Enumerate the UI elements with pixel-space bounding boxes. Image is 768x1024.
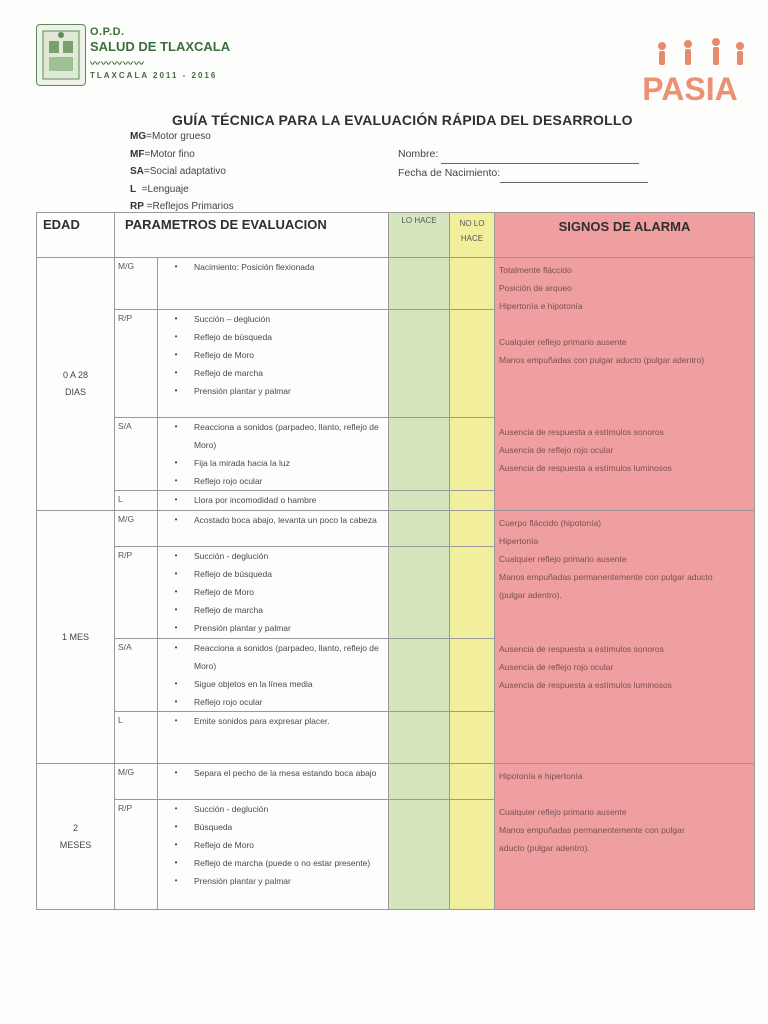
area-code-cell: M/G <box>115 511 158 547</box>
parameter-item <box>158 712 384 730</box>
legend-item: MF=Motor fino <box>130 148 195 160</box>
age-label: 0 A 28 <box>62 370 89 380</box>
fecha-input-line[interactable] <box>500 170 648 183</box>
parameters-cell <box>158 310 389 418</box>
parameter-text: Nacimiento: Posición flexionada <box>194 262 315 272</box>
parameter-item <box>158 764 384 782</box>
alarm-signs-cell <box>495 258 755 511</box>
parameter-text: Reflejo rojo ocular <box>194 697 263 707</box>
pasia-logo-text: PASIA <box>642 71 738 106</box>
parameter-item <box>158 328 384 346</box>
alarm-sign-text: Cualquier reflejo primario ausente <box>499 337 627 347</box>
bullet-icon: • <box>174 858 178 867</box>
page-title: GUÍA TÉCNICA PARA LA EVALUACIÓN RÁPIDA DEL DESARROLLO <box>172 112 633 128</box>
parameter-item <box>158 872 384 890</box>
parameter-text: Succión - deglución <box>194 551 269 561</box>
parameter-text: Prensión plantar y palmar <box>194 623 291 633</box>
parameter-text: Reflejo rojo ocular <box>194 476 263 486</box>
org-line2: SALUD DE TLAXCALA <box>90 39 231 54</box>
bullet-icon: • <box>174 515 178 524</box>
bullet-icon: • <box>174 605 178 614</box>
alarm-sign-text: Ausencia de respuesta a estímulos luminosos <box>499 463 672 473</box>
parameters-cell <box>158 258 389 310</box>
lo-hace-checkbox-cell[interactable] <box>389 639 450 712</box>
nombre-field: Nombre: <box>398 145 648 164</box>
alarm-sign-text: Cualquier reflejo primario ausente <box>499 807 627 817</box>
legend-item: L =Lenguaje <box>130 183 189 195</box>
lo-hace-checkbox-cell[interactable] <box>389 511 450 547</box>
alarm-sign-text: Posición de arqueo <box>499 283 572 293</box>
bullet-icon: • <box>174 679 178 688</box>
parameter-item <box>158 693 384 711</box>
bullet-icon: • <box>174 314 178 323</box>
parameters-cell <box>158 418 389 491</box>
organization-block <box>90 26 230 80</box>
alarm-sign-text: Hipertonía e hipotonía <box>499 301 583 311</box>
parameters-cell <box>158 712 389 764</box>
no-lo-hace-checkbox-cell[interactable] <box>450 712 495 764</box>
parameter-item <box>158 472 384 490</box>
parameter-text: Reflejo de Moro <box>194 350 255 360</box>
header-no-lo-hace: NO LO HACE <box>450 213 495 258</box>
alarm-sign-text: Hipertonía <box>499 536 539 546</box>
no-lo-hace-checkbox-cell[interactable] <box>450 547 495 639</box>
decorative-wave-icon: 〰〰〰〰〰 <box>90 59 145 70</box>
bullet-icon: • <box>174 551 178 560</box>
alarm-sign-text: Ausencia de respuesta a estímulos sonoros <box>499 427 664 437</box>
parameter-text: Reflejo de Moro <box>194 840 255 850</box>
parameter-item <box>158 583 384 601</box>
parameter-item <box>158 382 384 400</box>
table-header-row <box>37 213 755 258</box>
alarm-sign-text: Ausencia de reflejo rojo ocular <box>499 662 614 672</box>
parameter-item <box>158 854 384 872</box>
pasia-logo <box>622 34 758 106</box>
alarm-sign-text: Ausencia de respuesta a estímulos luminosos <box>499 680 672 690</box>
age-label: MESES <box>59 839 92 850</box>
bullet-icon: • <box>174 569 178 578</box>
parameter-text: Reacciona a sonidos (parpadeo, llanto, reflejo de Moro) <box>194 643 379 671</box>
parameter-text: Fija la mirada hacia la luz <box>194 458 290 468</box>
bullet-icon: • <box>174 840 178 849</box>
bullet-icon: • <box>174 368 178 377</box>
lo-hace-checkbox-cell[interactable] <box>389 491 450 511</box>
area-code-cell: M/G <box>115 258 158 310</box>
parameter-item <box>158 675 384 693</box>
alarm-sign-text: Manos empuñadas con pulgar aducto (pulgar adentro) <box>499 355 705 365</box>
area-code-cell: R/P <box>115 800 158 910</box>
parameter-text: Reflejo de búsqueda <box>194 332 272 342</box>
header-signos-alarma: SIGNOS DE ALARMA <box>495 213 755 258</box>
age-group-cell <box>37 511 115 764</box>
parameter-text: Acostado boca abajo, levanta un poco la cabeza <box>194 515 377 525</box>
fecha-nacimiento-field: Fecha de Nacimiento: <box>398 164 648 183</box>
bullet-icon: • <box>174 643 178 652</box>
alarm-sign-text: aducto (pulgar adentro). <box>499 843 590 853</box>
area-code-cell: L <box>115 712 158 764</box>
age-group-cell <box>37 258 115 511</box>
legend-item: RP =Reflejos Primarios <box>130 201 234 212</box>
bullet-icon: • <box>174 623 178 632</box>
no-lo-hace-checkbox-cell[interactable] <box>450 258 495 310</box>
bullet-icon: • <box>174 876 178 885</box>
parameter-item <box>158 601 384 619</box>
tlaxcala-seal-logo <box>36 24 86 86</box>
parameter-item <box>158 258 384 276</box>
parameter-text: Llora por incomodidad o hambre <box>194 495 317 505</box>
org-line1: O.P.D. <box>90 26 125 38</box>
parameter-text: Reflejo de búsqueda <box>194 569 272 579</box>
no-lo-hace-checkbox-cell[interactable] <box>450 800 495 910</box>
parameters-cell <box>158 547 389 639</box>
alarm-signs-cell <box>495 511 755 764</box>
parameter-text: Emite sonidos para expresar placer. <box>194 716 330 726</box>
area-code-cell: M/G <box>115 764 158 800</box>
parameter-item <box>158 346 384 364</box>
bullet-icon: • <box>174 422 178 431</box>
alarm-sign-text: (pulgar adentro). <box>499 590 562 600</box>
parameter-item <box>158 836 384 854</box>
area-code-cell: S/A <box>115 639 158 712</box>
table-row <box>37 511 755 547</box>
age-label: DIAS <box>64 387 86 397</box>
bullet-icon: • <box>174 386 178 395</box>
legend-item: MG=Motor grueso <box>130 131 211 142</box>
alarm-sign-text <box>499 622 750 640</box>
age-label: 1 MES <box>61 631 89 642</box>
area-code-cell: S/A <box>115 418 158 491</box>
no-lo-hace-checkbox-cell[interactable] <box>450 511 495 547</box>
parameter-text: Reflejo de marcha (puede o no estar presente) <box>194 858 371 868</box>
parameter-item <box>158 619 384 637</box>
parameters-cell <box>158 800 389 910</box>
evaluation-table <box>36 212 755 910</box>
parameter-text: Prensión plantar y palmar <box>194 386 291 396</box>
age-label: 2 <box>72 822 78 833</box>
parameter-item <box>158 547 384 565</box>
alarm-sign-text: Cuerpo fláccido (hipotonía) <box>499 518 602 528</box>
parameters-cell <box>158 511 389 547</box>
age-group-cell <box>37 764 115 910</box>
bullet-icon: • <box>174 804 178 813</box>
bullet-icon: • <box>174 350 178 359</box>
alarm-sign-text <box>499 387 750 405</box>
parameter-item <box>158 639 384 675</box>
parameters-cell <box>158 764 389 800</box>
no-lo-hace-checkbox-cell[interactable] <box>450 418 495 491</box>
alarm-sign-text: Manos empuñadas permanentemente con pulgar aducto <box>499 572 713 582</box>
alarm-sign-text: Manos empuñadas permanentemente con pulgar <box>499 825 685 835</box>
alarm-sign-text <box>499 604 750 622</box>
parameter-text: Reflejo de Moro <box>194 587 255 597</box>
legend-item: SA=Social adaptativo <box>130 166 226 177</box>
lo-hace-checkbox-cell[interactable] <box>389 547 450 639</box>
alarm-sign-text <box>499 785 750 803</box>
header-edad: EDAD <box>37 213 115 258</box>
bullet-icon: • <box>174 476 178 485</box>
alarm-sign-text <box>499 405 750 423</box>
bullet-icon: • <box>174 822 178 831</box>
parameter-item <box>158 565 384 583</box>
bullet-icon: • <box>174 458 178 467</box>
parameter-item <box>158 364 384 382</box>
parameter-item <box>158 310 384 328</box>
parameter-text: Sigue objetos en la línea media <box>194 679 313 689</box>
parameter-item <box>158 454 384 472</box>
no-lo-hace-checkbox-cell[interactable] <box>450 310 495 418</box>
no-lo-hace-checkbox-cell[interactable] <box>450 764 495 800</box>
patient-fields <box>398 145 648 183</box>
parameter-text: Separa el pecho de la mesa estando boca abajo <box>194 768 377 778</box>
parameters-cell <box>158 639 389 712</box>
parameter-item <box>158 418 384 454</box>
header-parametros: PARAMETROS DE EVALUACION <box>115 213 389 258</box>
lo-hace-checkbox-cell[interactable] <box>389 258 450 310</box>
parameter-text: Búsqueda <box>194 822 233 832</box>
abbreviation-legend <box>130 128 234 216</box>
area-code-cell: R/P <box>115 310 158 418</box>
alarm-sign-text: Ausencia de respuesta a estímulos sonoros <box>499 644 664 654</box>
bullet-icon: • <box>174 262 178 271</box>
alarm-sign-text <box>499 369 750 387</box>
area-code-cell: R/P <box>115 547 158 639</box>
parameter-item <box>158 818 384 836</box>
lo-hace-checkbox-cell[interactable] <box>389 418 450 491</box>
alarm-sign-text: Hipotonía e hipertonía <box>499 771 583 781</box>
header-lo-hace: LO HACE <box>389 213 450 258</box>
parameter-item <box>158 511 384 529</box>
no-lo-hace-checkbox-cell[interactable] <box>450 639 495 712</box>
parameter-text: Succión - deglución <box>194 804 269 814</box>
alarm-sign-text: Cualquier reflejo primario ausente <box>499 554 627 564</box>
org-line3: TLAXCALA 2011 - 2016 <box>90 71 218 80</box>
alarm-sign-text: Totalmente fláccido <box>499 265 572 275</box>
lo-hace-checkbox-cell[interactable] <box>389 712 450 764</box>
parameters-cell <box>158 491 389 511</box>
alarm-signs-cell <box>495 764 755 910</box>
nombre-input-line[interactable] <box>441 151 639 164</box>
lo-hace-checkbox-cell[interactable] <box>389 764 450 800</box>
parameter-text: Succión – deglución <box>194 314 271 324</box>
bullet-icon: • <box>174 495 178 504</box>
area-code-cell: L <box>115 491 158 511</box>
table-row <box>37 764 755 800</box>
bullet-icon: • <box>174 587 178 596</box>
bullet-icon: • <box>174 697 178 706</box>
no-lo-hace-checkbox-cell[interactable] <box>450 491 495 511</box>
bullet-icon: • <box>174 332 178 341</box>
lo-hace-checkbox-cell[interactable] <box>389 800 450 910</box>
parameter-item <box>158 800 384 818</box>
bullet-icon: • <box>174 768 178 777</box>
lo-hace-checkbox-cell[interactable] <box>389 310 450 418</box>
parameter-item <box>158 491 384 509</box>
table-row <box>37 258 755 310</box>
alarm-sign-text: Ausencia de reflejo rojo ocular <box>499 445 614 455</box>
parameter-text: Reflejo de marcha <box>194 368 263 378</box>
alarm-sign-text <box>499 315 750 333</box>
parameter-text: Reflejo de marcha <box>194 605 263 615</box>
parameter-text: Prensión plantar y palmar <box>194 876 291 886</box>
bullet-icon: • <box>174 716 178 725</box>
parameter-text: Reacciona a sonidos (parpadeo, llanto, reflejo de Moro) <box>194 422 379 450</box>
